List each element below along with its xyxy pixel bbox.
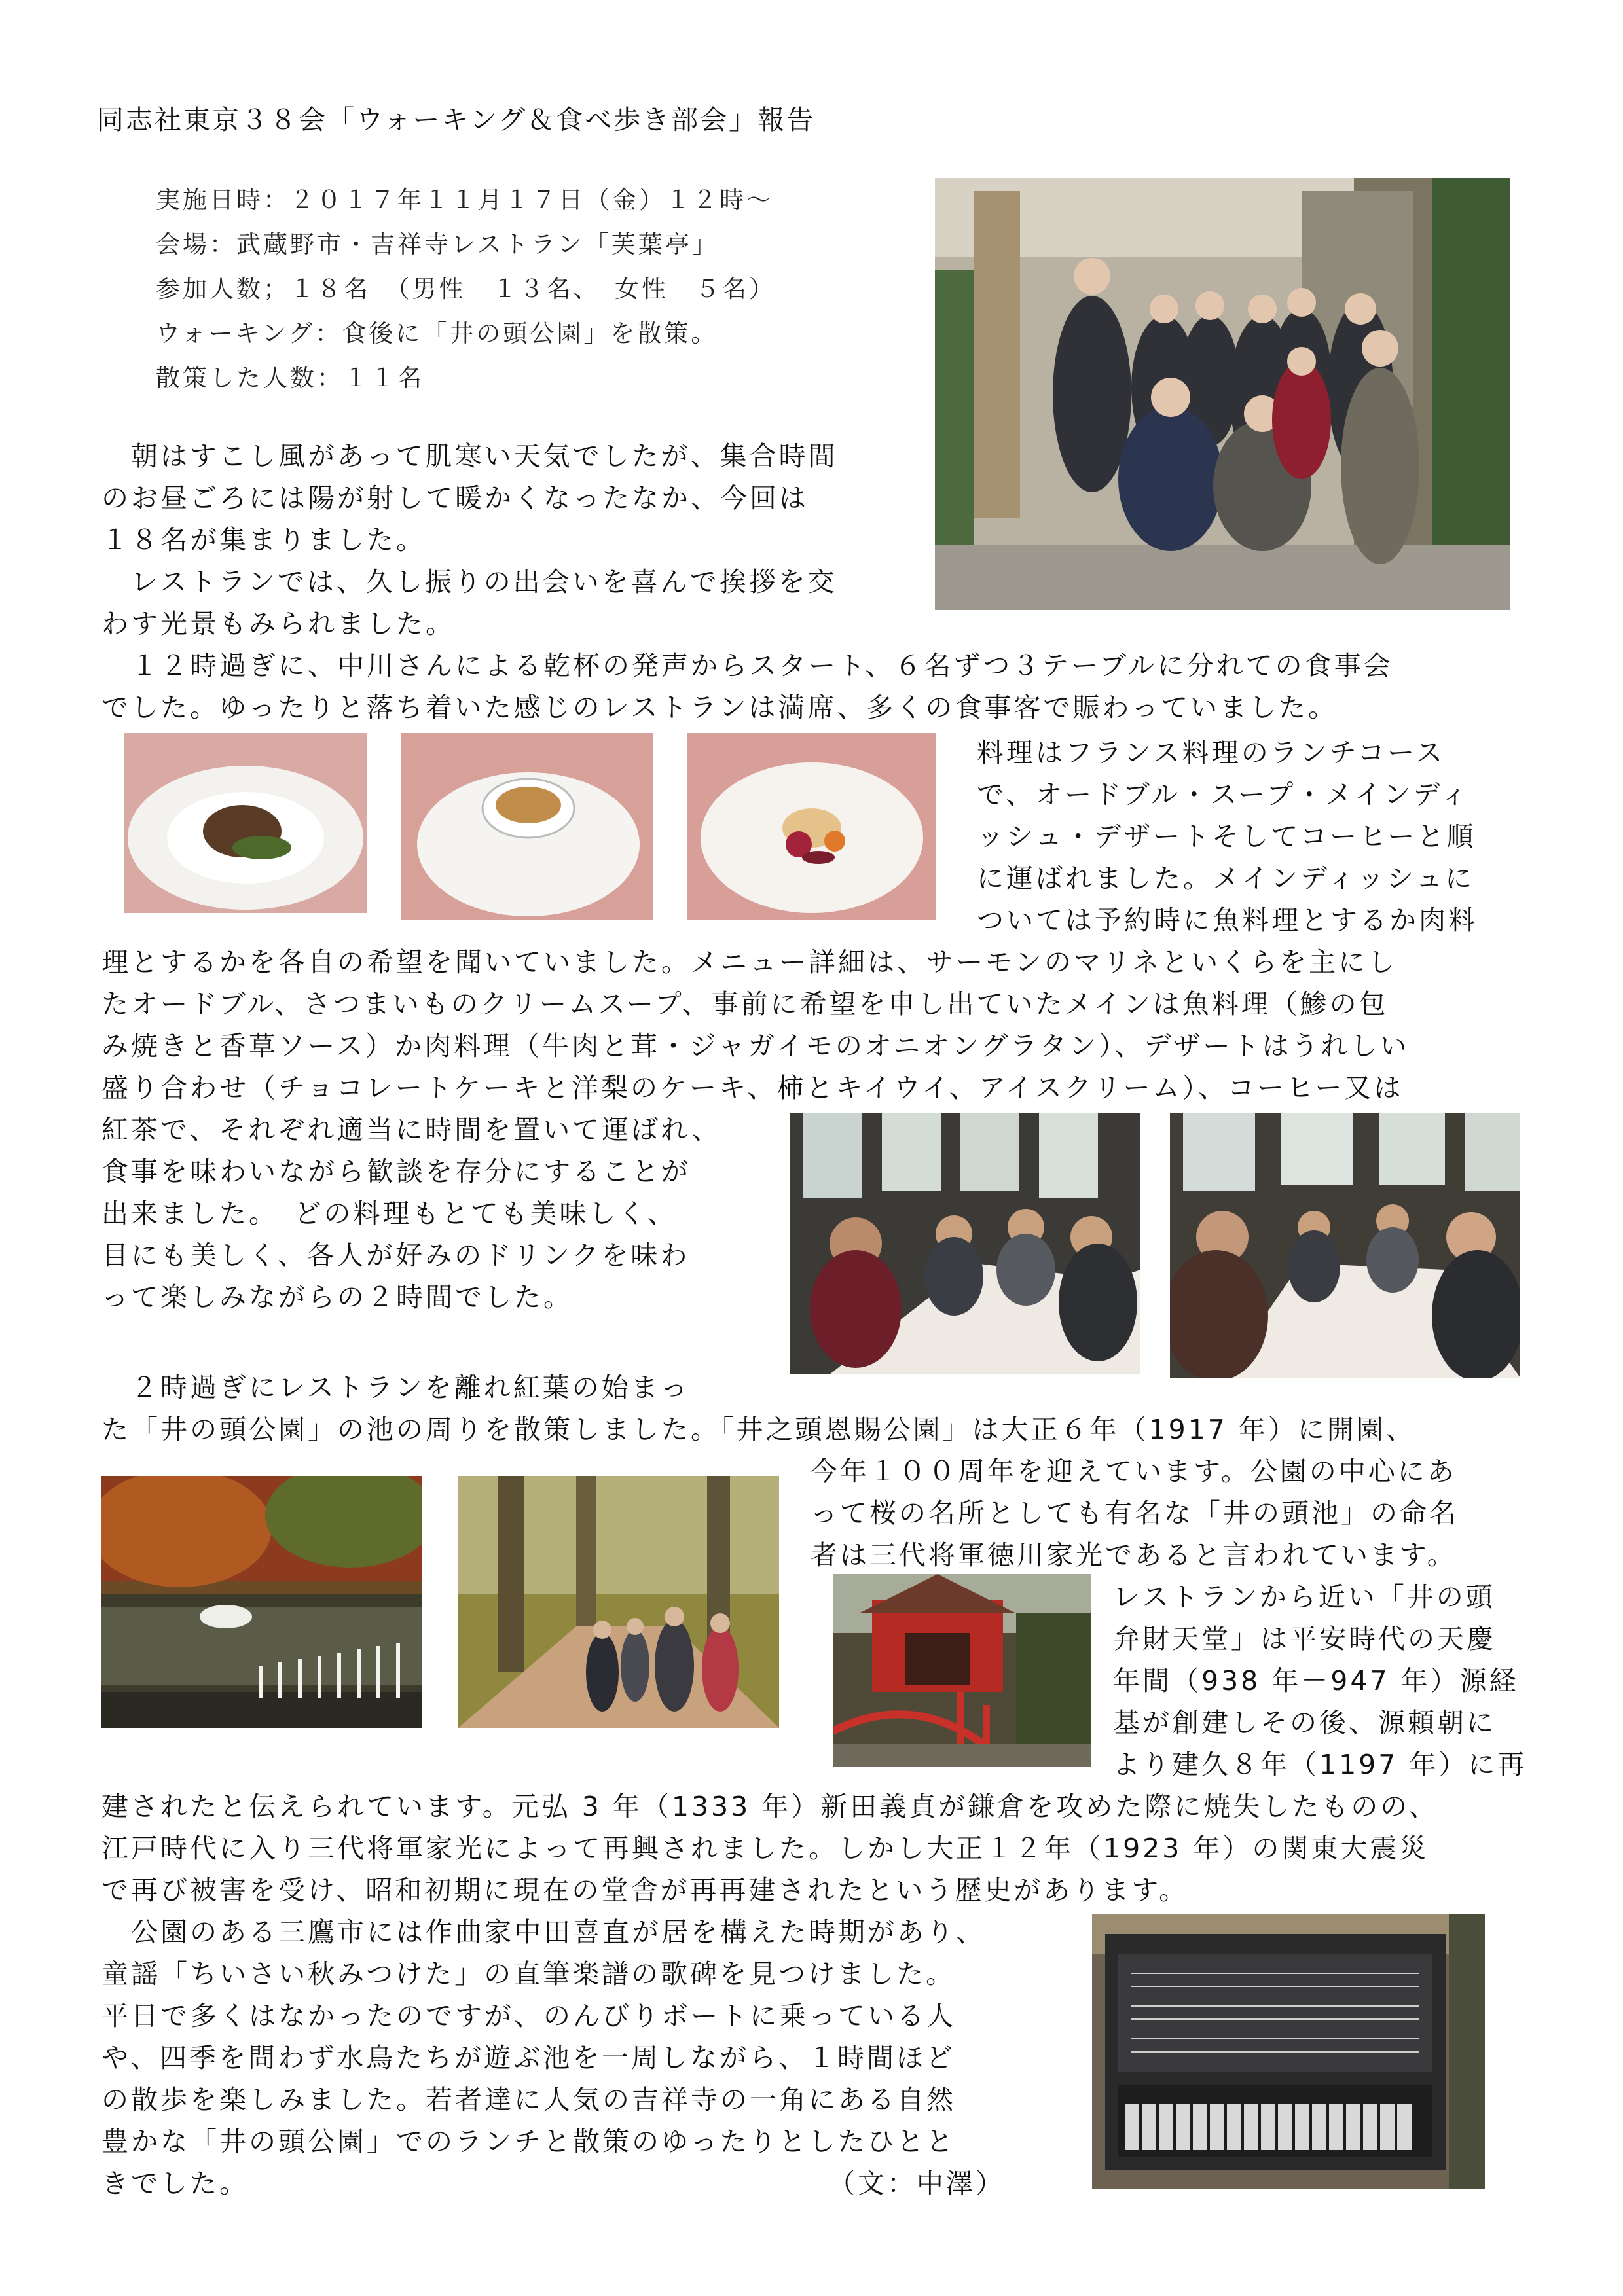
paragraph-temple-history: 建されたと伝えられています。元弘 3 年（1333 年）新田義貞が鎌倉を攻めた際に焼失したものの、 江戸時代に入り三代将軍家光によって再興されました。しかし大正１２年（1923 年）の関東大震災 で再び被害を受け、昭和初期に現在の堂舎が再再建されたという歴史があります。: [101, 1791, 1438, 1906]
group-photo: [935, 178, 1510, 610]
paragraph-menu-right: 料理はフランス料理のランチコース で、オードブル・スープ・メインディ ッシュ・デザートそしてコーヒーと順 に運ばれました。メインディッシュに ついては予約時に魚料理とするか肉料: [977, 737, 1478, 936]
restaurant-photo-table-1: [790, 1113, 1140, 1374]
event-walking: ウォーキング：食後に「井の頭公園」を散策。: [156, 319, 718, 348]
paragraph-song-monument: 公園のある三鷹市には作曲家中田喜直が居を構えた時期があり、 童謡「ちいさい秋みつけた」の直筆楽譜の歌碑を見つけました。 平日で多くはなかったのですが、のんびりボートに乗っている人 や、四季を問わず水鳥たちが遊ぶ池を一周しながら、１時間ほど の散歩を楽しみました。若者達に人気の吉祥寺の一角にある自然 豊かな「井の頭公園」でのランチと散策のゆったりとしたひとと きでした。: [101, 1916, 985, 2199]
paragraph-menu-left: 紅茶で、それぞれ適当に時間を置いて運ばれ、 食事を味わいながら歓談を存分にすることが 出来ました。 どの料理もとても美味しく、 目にも美しく、各人が好みのドリンクを味わ って楽しみながらの２時間でした。: [101, 1114, 721, 1313]
benzaiten-temple-photo: [833, 1574, 1091, 1767]
event-venue: 会場：武蔵野市・吉祥寺レストラン「芙葉亭」: [156, 230, 719, 259]
event-participants: 参加人数；１８名 （男性 １３名、 女性 ５名）: [156, 275, 776, 303]
author-credit: （文：中澤）: [828, 2168, 1005, 2199]
paragraph-park-full: た「井の頭公園」の池の周りを散策しました。「井之頭恩賜公園」は大正６年（1917 年）に開園、: [101, 1414, 1415, 1445]
paragraph-intro: 朝はすこし風があって肌寒い天気でしたが、集合時間 のお昼ごろには陽が射して暖かくなったなか、今回は １８名が集まりました。 レストランでは、久し振りの出会いを喜んで挨拶を交 わす光景もみられました。: [101, 440, 838, 639]
event-details: [156, 178, 776, 401]
park-path-photo: [458, 1476, 779, 1728]
paragraph-park-left: ２時過ぎにレストランを離れ紅葉の始まっ: [101, 1372, 690, 1403]
event-date: 実施日時：２０１７年１１月１７日（金）１２時～: [156, 186, 773, 214]
dish-photo-soup: [401, 733, 653, 920]
paragraph-park-right: 今年１００周年を迎えています。公園の中心にあ って桜の名所としても有名な「井の頭池」の命名 者は三代将軍徳川家光であると言われています。: [811, 1456, 1459, 1571]
restaurant-photo-table-2: [1170, 1113, 1520, 1378]
paragraph-lunch-start: １２時過ぎに、中川さんによる乾杯の発声からスタート、６名ずつ３テーブルに分れての食事会 でした。ゆったりと落ち着いた感じのレストランは満席、多くの食事客で賑わっていました。: [101, 650, 1393, 723]
dish-photo-dessert: [687, 733, 936, 920]
park-pond-photo: [101, 1476, 422, 1728]
dish-photo-main: [124, 733, 367, 913]
page-title: 同志社東京３８会「ウォーキング＆食べ歩き部会」報告: [97, 104, 816, 135]
paragraph-menu-details: 理とするかを各自の希望を聞いていました。メニュー詳細は、サーモンのマリネといくらを主にし たオードブル、さつまいものクリームスープ、事前に希望を申し出ていたメインは魚料理（鯵の包 み焼きと香草ソース）か肉料理（牛肉と茸・ジャガイモのオニオングラタン）、デザートはうれしい 盛り合わせ（チョコレートケーキと洋梨のケーキ、柿とキイウイ、アイスクリーム）、コーヒー又は: [101, 946, 1410, 1103]
event-walkers: 散策した人数：１１名: [156, 364, 424, 392]
song-monument-photo: [1092, 1914, 1485, 2189]
paragraph-temple-right: レストランから近い「井の頭 弁財天堂」は平安時代の天慶 年間（938 年－947 年）源経 基が創建しその後、源頼朝に より建久８年（1197 年）に再: [1113, 1581, 1527, 1780]
